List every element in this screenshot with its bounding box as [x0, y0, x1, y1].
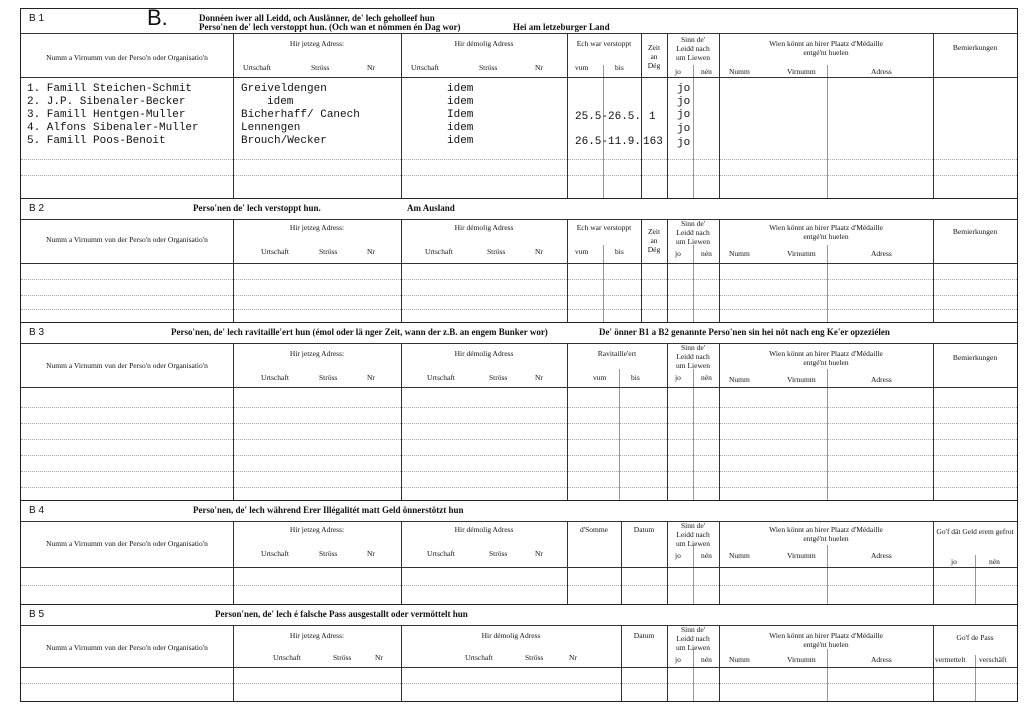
- col-header-former-address: Hir démolig Adress: [481, 631, 541, 640]
- col-divider: [693, 245, 694, 322]
- col-header-adress: Adress: [871, 551, 892, 560]
- col-header-stross: Ströss: [525, 653, 544, 662]
- col-header-stross: Ströss: [319, 247, 338, 256]
- col-header-stross: Ströss: [319, 373, 338, 382]
- col-header-stross: Ströss: [333, 653, 352, 662]
- col-header-jo: jo: [675, 551, 681, 560]
- col-header-former-address: Hir démolig Adress: [454, 39, 514, 48]
- col-header-name: Numm a Virnumm vun der Perso'n oder Organisatio'n: [46, 361, 208, 370]
- col-header-current-address: Hir jetzeg Adress:: [289, 223, 345, 232]
- col-header-bemierkungen: Bemierkungen: [952, 227, 998, 236]
- col-header-adress: Adress: [871, 67, 892, 76]
- col-header-nr: Nr: [367, 549, 375, 558]
- col-header-former-address: Hir démolig Adress: [454, 525, 514, 534]
- col-header-stross: Ströss: [319, 549, 338, 558]
- ruled-line: [21, 455, 1017, 456]
- col-header-alive: Sinn de' Leidd nach um Liewen: [676, 625, 710, 652]
- entry-alive-jo: jo: [677, 109, 691, 121]
- form-subtitle: Perso'nen de' lech verstoppt hun. (Och wan et nömmen én Dag wor): [199, 22, 461, 32]
- header-bottom-line: [21, 263, 1017, 264]
- entry-alive-jo: jo: [677, 123, 691, 135]
- entry-ortschaft: idem: [267, 96, 294, 108]
- col-header-ortschaft: Urtschaft: [243, 63, 271, 72]
- ruled-line: [21, 279, 1017, 280]
- col-header-name: Numm a Virnumm vun der Perso'n oder Organisatio'n: [46, 235, 208, 244]
- col-divider: [827, 65, 828, 198]
- section-code: B 3: [29, 327, 45, 338]
- col-header-numm: Numm: [729, 67, 750, 76]
- col-header-nr: Nr: [367, 373, 375, 382]
- col-header-stross: Ströss: [489, 373, 508, 382]
- registration-form: [20, 5, 1018, 702]
- entry-ortschaft: Greiveldengen: [241, 83, 327, 95]
- ruled-line: [21, 585, 1017, 586]
- col-header-numm: Numm: [729, 249, 750, 258]
- col-divider: [975, 555, 976, 604]
- col-header-nr: Nr: [535, 549, 543, 558]
- col-header-gof-geld: Go'f dät Geld erem gefrot: [936, 527, 1014, 536]
- col-header-alive: Sinn de' Leidd nach um Liewen: [676, 35, 710, 62]
- col-header-ortschaft: Urtschaft: [261, 549, 289, 558]
- entry-name: 5. Famill Poos-Benoit: [27, 135, 166, 147]
- col-header-medal: Wien könnt an hirer Plaatz d'Médaille entgé'nt huelen: [769, 631, 883, 649]
- col-header-nr: Nr: [535, 373, 543, 382]
- col-header-name: Numm a Virnumm vun der Perso'n oder Organisatio'n: [46, 53, 208, 62]
- entry-former: idem: [447, 135, 474, 147]
- section-b1-title-bar: [21, 5, 1017, 34]
- col-divider: [693, 369, 694, 500]
- col-divider: [933, 521, 934, 604]
- col-header-nen: nén: [989, 557, 1000, 566]
- section-code: B 5: [29, 609, 45, 620]
- section-title: Person'nen, de' lech é falsche Pass ausgestallt oder vermöttelt hun: [215, 609, 468, 619]
- col-header-nr: Nr: [535, 247, 543, 256]
- section-b4-title-bar: [21, 501, 1017, 522]
- ruled-line: [21, 295, 1017, 296]
- col-divider: [603, 245, 604, 322]
- col-header-jo: jo: [675, 655, 681, 664]
- col-header-ortschaft: Urtschaft: [427, 373, 455, 382]
- section-code: B 2: [29, 203, 45, 214]
- ruled-line: [21, 471, 1017, 472]
- section-b3-title-bar: [21, 323, 1017, 344]
- col-divider: [603, 65, 604, 198]
- col-header-bis: bis: [615, 63, 624, 72]
- col-header-ortschaft: Urtschaft: [425, 247, 453, 256]
- col-header-current-address: Hir jetzeg Adress:: [289, 349, 345, 358]
- col-header-ravitaille: Ravitaille'ert: [597, 349, 637, 358]
- col-header-numm: Numm: [729, 551, 750, 560]
- col-header-vermettelt: vermettelt: [935, 655, 966, 664]
- entry-name: 1. Famill Steichen-Schmit: [27, 83, 193, 95]
- col-header-nr: Nr: [367, 63, 375, 72]
- ruled-line: [21, 423, 1017, 424]
- col-divider: [233, 33, 234, 198]
- section-title: Perso'nen, de' lech ravitaille'ert hun (émol oder lä nger Zeit, wann der z.B. an engem Bunker wor): [171, 327, 548, 337]
- ruled-line: [21, 439, 1017, 440]
- col-header-former-address: Hir démolig Adress: [454, 349, 514, 358]
- col-header-ortschaft: Urtschaft: [261, 373, 289, 382]
- col-header-stross: Ströss: [311, 63, 330, 72]
- col-divider: [619, 369, 620, 500]
- col-header-medal: Wien könnt an hirer Plaatz d'Médaille entgé'nt huelen: [769, 39, 883, 57]
- form-letter: B.: [147, 5, 168, 30]
- col-header-nen: nén: [701, 249, 712, 258]
- section-note: De' önner B1 a B2 genannte Perso'nen sin hei nöt nach eng Ke'er opzeziélen: [599, 327, 890, 337]
- header-bottom-line: [21, 387, 1017, 388]
- col-header-alive: Sinn de' Leidd nach um Liewen: [676, 343, 710, 370]
- section-code: B 4: [29, 505, 45, 516]
- col-header-jo: jo: [951, 557, 957, 566]
- section-title: Perso'nen de' lech verstoppt hun.: [193, 203, 321, 213]
- col-header-bemierkungen: Bemierkungen: [952, 353, 998, 362]
- col-header-adress: Adress: [871, 249, 892, 258]
- entry-former: idem: [447, 122, 474, 134]
- col-header-numm: Numm: [729, 655, 750, 664]
- header-bottom-line: [21, 667, 1017, 668]
- col-header-nen: nén: [701, 67, 712, 76]
- entry-former: idem: [447, 96, 474, 108]
- entry-dates: 25.5-26.5.: [575, 111, 642, 123]
- col-header-bis: bis: [631, 373, 640, 382]
- ruled-line: [21, 487, 1017, 488]
- col-header-name: Numm a Virnumm vun der Perso'n oder Organisatio'n: [46, 643, 208, 652]
- col-divider: [567, 343, 568, 500]
- col-divider: [933, 33, 934, 198]
- col-header-alive: Sinn de' Leidd nach um Liewen: [676, 219, 710, 246]
- entry-alive-jo: jo: [677, 96, 691, 108]
- entry-ortschaft: Lennengen: [241, 122, 301, 134]
- entry-days: 1: [649, 111, 656, 123]
- col-header-jo: jo: [675, 67, 681, 76]
- col-header-verschaft: verschäft: [979, 655, 1007, 664]
- col-divider: [827, 369, 828, 500]
- col-divider: [567, 33, 568, 198]
- col-header-adress: Adress: [871, 375, 892, 384]
- col-divider: [719, 33, 720, 198]
- col-header-gof-pass: Go'f de Pass: [956, 633, 994, 642]
- col-header-current-address: Hir jetzeg Adress:: [289, 39, 345, 48]
- form-title: Donnéen iwer all Leidd, och Auslänner, de' lech geholleef hun: [199, 13, 435, 23]
- entry-former: idem: [447, 83, 474, 95]
- section-title: Perso'nen, de' lech während Erer Illégalitét matt Geld önnerstötzt hun: [193, 505, 464, 515]
- entry-dates: 26.5-11.9.: [575, 136, 642, 148]
- section-b4: [21, 501, 1017, 605]
- col-header-stross: Ströss: [479, 63, 498, 72]
- col-header-datum: Datum: [633, 631, 655, 640]
- col-divider: [567, 219, 568, 322]
- col-header-name: Numm a Virnumm vun der Perso'n oder Organisatio'n: [46, 539, 208, 548]
- col-header-medal: Wien könnt an hirer Plaatz d'Médaille entgé'nt huelen: [769, 349, 883, 367]
- col-header-nr: Nr: [569, 653, 577, 662]
- section-b5: [21, 605, 1017, 701]
- col-divider: [233, 343, 234, 500]
- section-code: B 1: [29, 13, 45, 24]
- section-b2: [21, 199, 1017, 323]
- col-header-nr: Nr: [367, 247, 375, 256]
- col-header-vum: vum: [593, 373, 607, 382]
- col-header-current-address: Hir jetzeg Adress:: [289, 525, 345, 534]
- entry-name: 2. J.P. Sibenaler-Becker: [27, 96, 186, 108]
- header-bottom-line: [21, 77, 1017, 78]
- col-header-nr: Nr: [375, 653, 383, 662]
- col-header-zeit: Zeit an Dég: [647, 43, 661, 70]
- entry-alive-jo: jo: [677, 83, 691, 95]
- section-b3: [21, 323, 1017, 501]
- col-header-ortschaft: Urtschaft: [465, 653, 493, 662]
- col-divider: [693, 545, 694, 604]
- col-divider: [233, 219, 234, 322]
- col-header-ortschaft: Urtschaft: [427, 549, 455, 558]
- ruled-line: [21, 159, 1017, 160]
- entry-name: 4. Alfons Sibenaler-Muller: [27, 122, 199, 134]
- col-header-medal: Wien könnt an hirer Plaatz d'Médaille entgé'nt huelen: [769, 223, 883, 241]
- col-header-stross: Ströss: [487, 247, 506, 256]
- col-header-nen: nén: [701, 551, 712, 560]
- entry-alive-jo: jo: [677, 137, 691, 149]
- col-header-numm: Numm: [729, 375, 750, 384]
- col-divider: [827, 545, 828, 604]
- col-header-alive: Sinn de' Leidd nach um Liewen: [676, 521, 710, 548]
- col-header-current-address: Hir jetzeg Adress:: [289, 631, 345, 640]
- col-divider: [933, 343, 934, 500]
- ruled-line: [21, 309, 1017, 310]
- col-header-vum: vum: [575, 247, 589, 256]
- col-divider: [401, 219, 402, 322]
- col-header-vum: vum: [575, 63, 589, 72]
- ruled-line: [21, 175, 1017, 176]
- col-header-datum: Datum: [633, 525, 655, 534]
- col-header-medal: Wien könnt an hirer Plaatz d'Médaille entgé'nt huelen: [769, 525, 883, 543]
- entry-ortschaft: Brouch/Wecker: [241, 135, 327, 147]
- col-divider: [827, 245, 828, 322]
- header-bottom-line: [21, 567, 1017, 568]
- col-divider: [401, 33, 402, 198]
- region-label: Am Ausland: [407, 203, 455, 213]
- col-header-adress: Adress: [871, 655, 892, 664]
- ruled-line: [21, 407, 1017, 408]
- col-header-ortschaft: Urtschaft: [261, 247, 289, 256]
- col-header-virnumm: Virnumm: [787, 375, 816, 384]
- col-divider: [975, 655, 976, 701]
- col-header-nen: nén: [701, 373, 712, 382]
- col-header-virnumm: Virnumm: [787, 551, 816, 560]
- col-header-hidden: Ech war verstoppt: [576, 39, 632, 48]
- col-divider: [693, 649, 694, 701]
- entry-ortschaft: Bicherhaff/ Canech: [241, 109, 360, 121]
- col-header-ortschaft: Urtschaft: [273, 653, 301, 662]
- ruled-line: [21, 683, 1017, 684]
- col-divider: [827, 649, 828, 701]
- col-header-stross: Ströss: [489, 549, 508, 558]
- section-b1: [21, 5, 1017, 199]
- col-header-nen: nén: [701, 655, 712, 664]
- col-header-somme: d'Somme: [579, 525, 609, 534]
- col-header-ortschaft: Urtschaft: [411, 63, 439, 72]
- col-divider: [401, 343, 402, 500]
- region-label: Hei am letzeburger Land: [513, 22, 610, 32]
- entry-former: Idem: [447, 109, 474, 121]
- col-header-virnumm: Virnumm: [787, 249, 816, 258]
- col-header-hidden: Ech war verstoppt: [576, 223, 632, 232]
- col-header-virnumm: Virnumm: [787, 655, 816, 664]
- section-b2-title-bar: [21, 199, 1017, 220]
- col-header-bis: bis: [615, 247, 624, 256]
- col-header-jo: jo: [675, 249, 681, 258]
- col-header-nr: Nr: [535, 63, 543, 72]
- entry-days: 163: [643, 136, 663, 148]
- col-header-zeit: Zeit an Dég: [647, 227, 661, 254]
- section-b5-title-bar: [21, 605, 1017, 626]
- col-header-former-address: Hir démolig Adress: [454, 223, 514, 232]
- col-header-jo: jo: [675, 373, 681, 382]
- col-header-bemierkungen: Bemierkungen: [952, 43, 998, 52]
- col-divider: [693, 65, 694, 198]
- entry-name: 3. Famill Hentgen-Muller: [27, 109, 186, 121]
- col-header-virnumm: Virnumm: [787, 67, 816, 76]
